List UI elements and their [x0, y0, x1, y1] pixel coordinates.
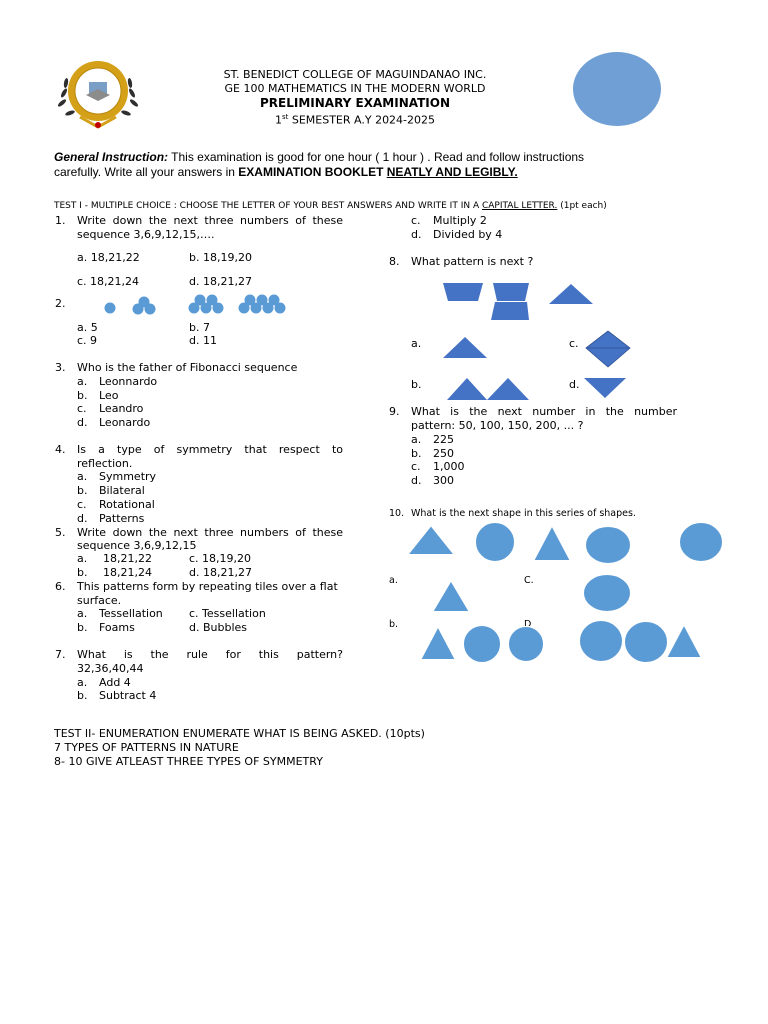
- q6-option-a-letter: a.: [77, 607, 88, 620]
- q8-text: What pattern is next ?: [411, 255, 534, 268]
- q10-option-a-triangle: [430, 578, 474, 614]
- q3-number: 3.: [55, 361, 66, 374]
- q3-option-c-letter: c.: [77, 402, 87, 415]
- q8-option-c-diamond: [585, 330, 631, 368]
- q4-option-b: Bilateral: [99, 484, 145, 497]
- q5-text-line1: Write down the next three numbers of these: [77, 526, 343, 539]
- q7-text-line2: 32,36,40,44: [77, 662, 144, 675]
- q4-option-b-letter: b.: [77, 484, 88, 497]
- q5-text-line2: sequence 3,6,9,12,15: [77, 539, 197, 552]
- q8-option-a-letter: a.: [411, 337, 422, 350]
- q7-option-b-letter: b.: [77, 689, 88, 702]
- q6-option-a: Tessellation: [99, 607, 163, 620]
- q7-option-c: Multiply 2: [433, 214, 487, 227]
- q4-option-c-letter: c.: [77, 498, 87, 511]
- q6-option-b: Foams: [99, 621, 135, 634]
- q9-option-c-letter: c.: [411, 460, 421, 473]
- q4-option-a-letter: a.: [77, 470, 88, 483]
- q9-option-a: 225: [433, 433, 454, 446]
- q5-option-a-letter: a.: [77, 552, 88, 565]
- q9-option-b: 250: [433, 447, 454, 460]
- q6-number: 6.: [55, 580, 66, 593]
- q7-option-d: Divided by 4: [433, 228, 503, 241]
- q7-number: 7.: [55, 648, 66, 661]
- q10-text: What is the next shape in this series of shapes.: [411, 508, 636, 519]
- school-seal-logo: [56, 55, 140, 129]
- q4-option-d-letter: d.: [77, 512, 88, 525]
- q4-option-d: Patterns: [99, 512, 145, 525]
- q8-option-a-triangle: [442, 336, 488, 360]
- q3-option-b: Leo: [99, 389, 119, 402]
- q5-option-d: d. 18,21,27: [189, 566, 252, 579]
- q10-number: 10.: [389, 508, 405, 519]
- q4-text-line1: Is a type of symmetry that respect to: [77, 443, 343, 456]
- q4-text-line2: reflection.: [77, 457, 133, 470]
- course-name: GE 100 MATHEMATICS IN THE MODERN WORLD: [224, 82, 486, 95]
- q4-option-a: Symmetry: [99, 470, 157, 483]
- test2-heading: TEST II- ENUMERATION ENUMERATE WHAT IS BEING ASKED. (10pts): [54, 727, 425, 740]
- q7-option-c-letter: c.: [411, 214, 421, 227]
- q5-option-b-letter: b.: [77, 566, 88, 579]
- q3-text: Who is the father of Fibonacci sequence: [77, 361, 298, 374]
- q2-option-a: a. 5: [77, 321, 98, 334]
- q4-option-c: Rotational: [99, 498, 155, 511]
- q1-option-c: c. 18,21,24: [77, 275, 140, 288]
- q1-text-line2: sequence 3,6,9,12,15,….: [77, 228, 215, 241]
- q9-number: 9.: [389, 405, 400, 418]
- q6-option-c: c. Tessellation: [189, 607, 266, 620]
- q7-option-a-letter: a.: [77, 676, 88, 689]
- q8-number: 8.: [389, 255, 400, 268]
- q1-number: 1.: [55, 214, 66, 227]
- q7-option-a: Add 4: [99, 676, 131, 689]
- q5-number: 5.: [55, 526, 66, 539]
- header-block: [150, 68, 560, 128]
- q2-option-c: c. 9: [77, 334, 98, 347]
- q1-option-b: b. 18,19,20: [189, 251, 252, 264]
- q5-option-a: 18,21,22: [103, 552, 152, 565]
- q1-option-a: a. 18,21,22: [77, 251, 140, 264]
- q8-option-b-triangles: [446, 377, 530, 401]
- q2-option-d: d. 11: [189, 334, 217, 347]
- q5-option-c: c. 18,19,20: [189, 552, 252, 565]
- q10-option-a-letter: a.: [389, 575, 398, 586]
- q7-text-line1: What is the rule for this pattern?: [77, 648, 343, 661]
- q6-text-line1: This patterns form by repeating tiles over a flat: [77, 580, 338, 593]
- semester-line: 1st SEMESTER A.Y 2024-2025: [274, 113, 436, 127]
- q9-option-d: 300: [433, 474, 454, 487]
- school-name: ST. BENEDICT COLLEGE OF MAGUINDANAO INC.: [223, 68, 487, 81]
- q8-option-c-letter: c.: [569, 337, 579, 350]
- q3-option-d-letter: d.: [77, 416, 88, 429]
- q5-option-b: 18,21,24: [103, 566, 152, 579]
- q6-option-b-letter: b.: [77, 621, 88, 634]
- q1-text-line1: Write down the next three numbers of these: [77, 214, 343, 227]
- test2-item-symmetry: 8- 10 GIVE ATLEAST THREE TYPES OF SYMMETRY: [54, 755, 323, 768]
- q10-shape-series: [405, 521, 745, 565]
- q9-option-c: 1,000: [433, 460, 465, 473]
- q8-pattern-shapes: [443, 282, 633, 322]
- q6-text-line2: surface.: [77, 594, 122, 607]
- q10-option-c-circle: [582, 573, 634, 613]
- test1-heading: TEST I - MULTIPLE CHOICE : CHOOSE THE LETTER OF YOUR BEST ANSWERS AND WRITE IT IN A CAPITAL LETTER. (1pt each): [54, 201, 607, 211]
- q3-option-a: Leonnardo: [99, 375, 158, 388]
- q10-option-d-letter: D: [524, 619, 532, 626]
- q7-option-b: Subtract 4: [99, 689, 157, 702]
- general-instruction: General Instruction: This examination is good for one hour ( 1 hour ) . Read and follow instructions carefully. Write all your answers in EXAMINATION BOOKLET NEATLY AND LEGIBLY.: [54, 150, 585, 179]
- q7-option-d-letter: d.: [411, 228, 422, 241]
- q8-option-d-inverted-triangle: [583, 377, 627, 399]
- exam-title: PRELIMINARY EXAMINATION: [260, 96, 450, 110]
- q10-option-d-shapes: [578, 618, 708, 664]
- q10-option-c-letter: C.: [524, 575, 534, 586]
- photo-placeholder-circle: [573, 52, 661, 126]
- q10-option-b-shapes: [418, 622, 550, 664]
- q6-option-d: d. Bubbles: [189, 621, 248, 634]
- q9-text-line1: What is the next number in the number: [411, 405, 677, 418]
- q1-option-d: d. 18,21,27: [189, 275, 252, 288]
- q10-option-b-letter: b.: [389, 619, 399, 630]
- q3-option-b-letter: b.: [77, 389, 88, 402]
- q4-number: 4.: [55, 443, 66, 456]
- q3-option-c: Leandro: [99, 402, 144, 415]
- q3-option-d: Leonardo: [99, 416, 151, 429]
- test2-item-patterns: 7 TYPES OF PATTERNS IN NATURE: [54, 741, 239, 754]
- q8-option-b-letter: b.: [411, 378, 422, 391]
- q2-option-b: b. 7: [189, 321, 210, 334]
- q9-text-line2: pattern: 50, 100, 150, 200, ... ?: [411, 419, 584, 432]
- q2-number: 2.: [55, 297, 66, 310]
- q9-option-d-letter: d.: [411, 474, 422, 487]
- q9-option-b-letter: b.: [411, 447, 422, 460]
- q2-dot-pattern: [100, 294, 300, 314]
- q8-option-d-letter: d.: [569, 378, 580, 391]
- q9-option-a-letter: a.: [411, 433, 422, 446]
- q3-option-a-letter: a.: [77, 375, 88, 388]
